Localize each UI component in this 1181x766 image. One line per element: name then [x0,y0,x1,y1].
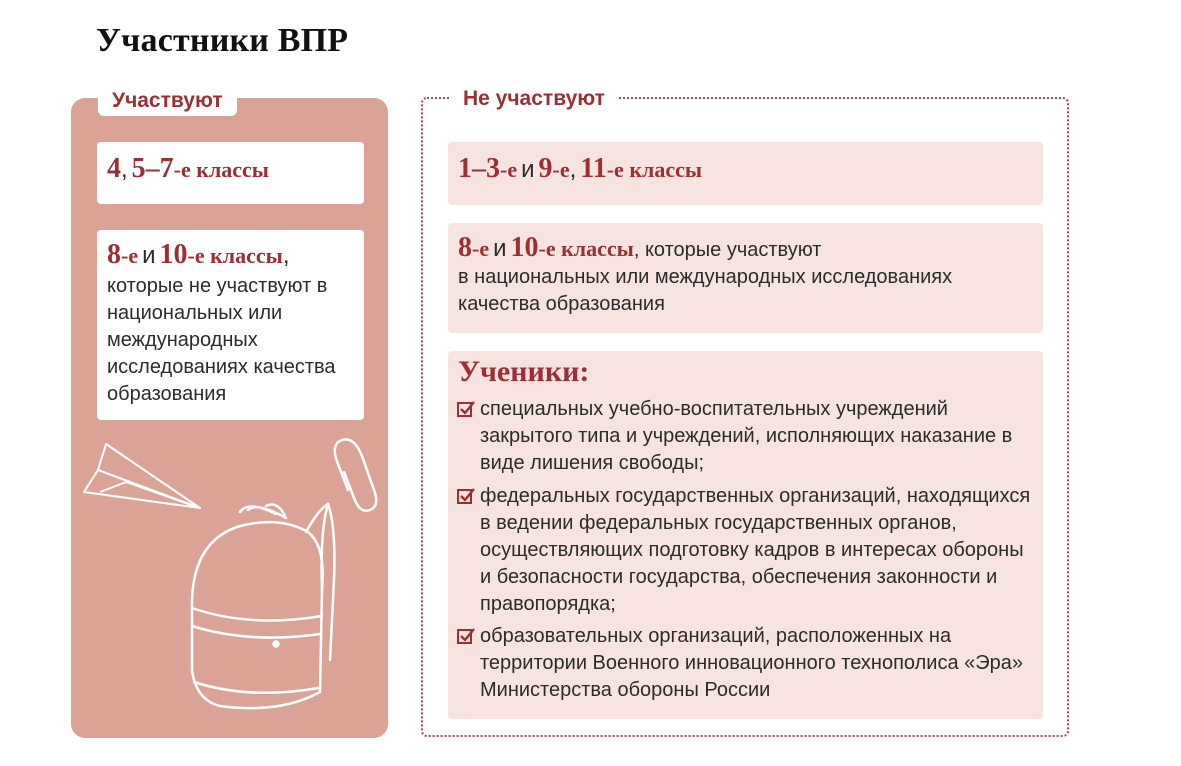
page-title: Участники ВПР [96,22,349,59]
grades-8-10-card: 8-е и 10-е классы, которые не участвуют в национальных или международных исследованиях качества образования [97,230,364,420]
checkbox-icon [456,627,476,647]
illustration [80,430,390,730]
grades-5-7: 5–7 [131,153,174,184]
students-card: Ученики: специальных учебно-воспитательных учреждений закрытого типа и учреждений, исполняющих наказание в виде лишения свободы; федеральных государственных организаций, находящихся в ведении федеральных государственных органов, осуществляющих подготовку кадров в интересах обороны и безопасности государства, обеспечения законности и правопорядка; образовательных организаций, расположенных на территории Военного инновационного технополиса «Эра» Министерства обороны России [448,351,1043,719]
not-participate-tag: Не участвуют [449,84,619,114]
grade-4: 4 [107,153,121,184]
grades-suffix: -е классы [173,157,269,182]
participate-tag: Участвуют [98,86,237,116]
grades-8-10-description: которые не участвуют в национальных или международных исследованиях качества образования [107,275,336,405]
backpack-icon [192,504,334,708]
checkbox-icon [456,400,476,420]
excluded-grades-card: 1–3-е и 9-е, 11-е классы [448,142,1043,205]
paperclip-icon [335,439,376,510]
excluded-8-10-card: 8-е и 10-е классы, которые участвуют в национальных или международных исследованиях качества образования [448,223,1043,333]
checkbox-icon [456,487,476,507]
students-heading: Ученики: [458,355,590,388]
excluded-8-10-description: в национальных или международных исследованиях качества образования [458,266,953,315]
grades-card: 4, 5–7-е классы [97,142,364,204]
paper-plane-icon [84,444,200,508]
